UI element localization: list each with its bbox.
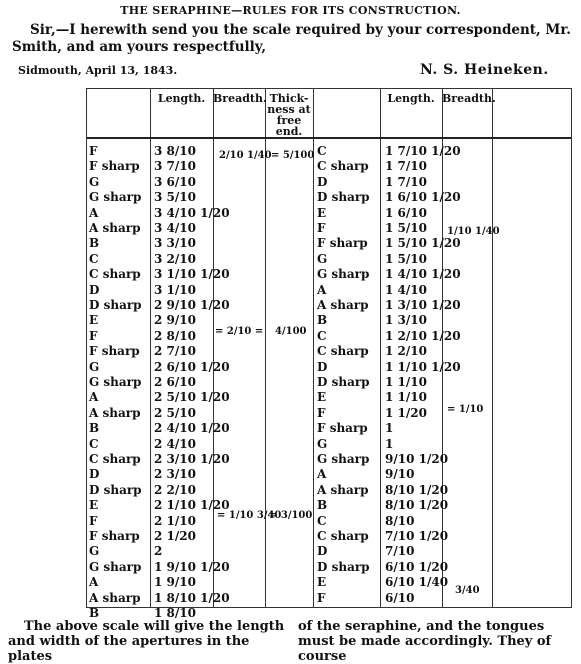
left-length-cell: 2 5/10 1/20 bbox=[154, 390, 230, 405]
right-length-cell: 1 4/10 1/20 bbox=[385, 267, 461, 282]
left-length-cell: 3 4/10 bbox=[154, 221, 196, 235]
right-note-cell: F sharp bbox=[317, 421, 368, 436]
right-note-cell: D sharp bbox=[317, 375, 370, 389]
left-note-cell: A sharp bbox=[89, 405, 141, 420]
right-note-cell: F bbox=[317, 405, 326, 420]
left-note-cell: B bbox=[89, 606, 100, 620]
table-row bbox=[87, 483, 571, 498]
right-note-cell: D bbox=[317, 359, 328, 374]
table-row bbox=[87, 406, 571, 421]
right-note-cell: F bbox=[317, 590, 326, 605]
left-note-cell: F bbox=[89, 144, 98, 158]
right-length-cell: 1 1/10 bbox=[385, 390, 427, 405]
right-note-cell: C sharp bbox=[317, 529, 369, 543]
table-row bbox=[87, 390, 571, 405]
right-note-cell: C bbox=[317, 328, 327, 343]
table-row bbox=[87, 175, 571, 190]
table-row bbox=[87, 529, 571, 544]
right-length-cell: 1 2/10 bbox=[385, 344, 427, 359]
right-length-cell: 7/10 1/20 bbox=[385, 529, 449, 543]
table-row bbox=[87, 421, 571, 436]
left-note-cell: G bbox=[89, 359, 100, 374]
left-length-cell: 3 2/10 bbox=[154, 251, 196, 266]
table-row bbox=[87, 298, 571, 313]
left-note-cell: E bbox=[89, 313, 99, 328]
footer-right-text: of the seraphine, and the tongues must be made accordingly. They of course bbox=[298, 619, 552, 664]
table-row bbox=[87, 344, 571, 359]
dateline: Sidmouth, April 13, 1843. bbox=[18, 64, 178, 77]
table-row bbox=[87, 467, 571, 482]
table-row bbox=[87, 144, 571, 159]
left-length-cell: 2 6/10 bbox=[154, 375, 196, 389]
table-row bbox=[87, 360, 571, 375]
right-note-cell: C sharp bbox=[317, 344, 369, 359]
right-length-cell: 1 bbox=[385, 436, 394, 451]
left-length-cell: 3 3/10 bbox=[154, 236, 196, 251]
left-note-cell: B bbox=[89, 421, 100, 436]
right-length-cell: 1 6/10 bbox=[385, 205, 427, 220]
right-note-cell: E bbox=[317, 205, 327, 220]
left-length-cell: 2 1/10 1/20 bbox=[154, 498, 230, 513]
left-length-cell: 2 3/10 bbox=[154, 467, 196, 482]
left-length-cell: 3 1/10 bbox=[154, 282, 196, 297]
right-note-cell: A bbox=[317, 467, 327, 482]
left-note-cell: A bbox=[89, 575, 99, 590]
left-note-cell: G sharp bbox=[89, 559, 142, 574]
right-breadth-group-2: = 1/10 bbox=[447, 404, 484, 415]
right-length-cell: 1 3/10 bbox=[385, 313, 427, 328]
table-row bbox=[87, 452, 571, 467]
table-row bbox=[87, 560, 571, 575]
table-row bbox=[87, 375, 571, 390]
right-length-cell: 7/10 bbox=[385, 544, 415, 559]
left-length-cell: 3 8/10 bbox=[154, 144, 196, 158]
right-length-cell: 9/10 1/20 bbox=[385, 452, 449, 466]
breadth-group-3: = 1/10 3/40 bbox=[217, 510, 282, 521]
right-length-cell: 1 1/20 bbox=[385, 405, 427, 420]
right-length-cell: 1 1/10 1/20 bbox=[385, 359, 461, 374]
letter-text: Sir,—I herewith send you the scale required by your correspondent, Mr. Smith, and am yours respectfully, bbox=[12, 22, 571, 55]
right-length-cell: 1 5/10 bbox=[385, 251, 427, 266]
right-note-cell: A sharp bbox=[317, 482, 369, 497]
thickness-group-3: = 3/100 bbox=[269, 510, 313, 521]
left-length-cell: 2 6/10 1/20 bbox=[154, 359, 230, 374]
left-note-cell: A sharp bbox=[89, 221, 141, 235]
right-note-cell: C bbox=[317, 144, 327, 158]
left-note-cell: F bbox=[89, 513, 98, 528]
header-length-2: Length. bbox=[387, 92, 435, 105]
right-length-cell: 6/10 1/20 bbox=[385, 559, 449, 574]
left-length-cell: 2 2/10 bbox=[154, 482, 196, 497]
right-note-cell: E bbox=[317, 575, 327, 590]
left-length-cell: 2 7/10 bbox=[154, 344, 196, 359]
header-thickness: Thick-ness at free end. bbox=[267, 92, 311, 138]
left-note-cell: G bbox=[89, 544, 100, 559]
left-note-cell: A sharp bbox=[89, 590, 141, 605]
right-length-cell: 1 4/10 bbox=[385, 282, 427, 297]
right-note-cell: C bbox=[317, 513, 327, 528]
left-note-cell: B bbox=[89, 236, 100, 251]
right-breadth-group-1: 1/10 1/40 bbox=[447, 226, 500, 237]
left-note-cell: D sharp bbox=[89, 298, 142, 312]
right-length-cell: 8/10 1/20 bbox=[385, 482, 449, 497]
left-length-cell: 3 6/10 bbox=[154, 174, 196, 189]
left-length-cell: 2 4/10 1/20 bbox=[154, 421, 230, 436]
right-note-cell: D sharp bbox=[317, 190, 370, 205]
left-note-cell: F sharp bbox=[89, 529, 140, 543]
table-row bbox=[87, 591, 571, 606]
right-note-cell: A sharp bbox=[317, 298, 369, 312]
table-row bbox=[87, 190, 571, 205]
right-length-cell: 1 7/10 bbox=[385, 174, 427, 189]
left-length-cell: 3 4/10 1/20 bbox=[154, 205, 230, 220]
right-note-cell: D sharp bbox=[317, 559, 370, 574]
table-row bbox=[87, 329, 571, 344]
left-note-cell: C bbox=[89, 251, 99, 266]
right-length-cell: 1 7/10 bbox=[385, 159, 427, 174]
table-row bbox=[87, 514, 571, 529]
left-length-cell: 3 7/10 bbox=[154, 159, 196, 174]
left-note-cell: F sharp bbox=[89, 344, 140, 359]
table-row bbox=[87, 437, 571, 452]
right-length-cell: 9/10 bbox=[385, 467, 415, 482]
left-note-cell: D bbox=[89, 282, 100, 297]
left-note-cell: E bbox=[89, 498, 99, 513]
right-note-cell: C sharp bbox=[317, 159, 369, 174]
footer-left-text: The above scale will give the length and width of the apertures in the plates bbox=[8, 619, 285, 664]
table-row bbox=[87, 544, 571, 559]
right-length-cell: 8/10 bbox=[385, 513, 415, 528]
header-breadth-2: Breadth. bbox=[442, 92, 496, 105]
right-note-cell: E bbox=[317, 390, 327, 405]
left-length-cell: 2 4/10 bbox=[154, 436, 196, 451]
breadth-group-2: = 2/10 = bbox=[215, 326, 264, 337]
left-length-cell: 1 8/10 bbox=[154, 606, 196, 620]
right-note-cell: G bbox=[317, 251, 328, 266]
right-note-cell: F sharp bbox=[317, 236, 368, 251]
right-note-cell: B bbox=[317, 498, 328, 513]
breadth-group-1: 2/10 1/40 bbox=[219, 150, 272, 161]
left-length-cell: 2 5/10 bbox=[154, 405, 196, 420]
left-length-cell: 2 bbox=[154, 544, 163, 559]
left-length-cell: 1 9/10 1/20 bbox=[154, 559, 230, 574]
left-note-cell: G sharp bbox=[89, 375, 142, 389]
left-note-cell: D bbox=[89, 467, 100, 482]
left-note-cell: C sharp bbox=[89, 267, 141, 282]
left-length-cell: 2 8/10 bbox=[154, 328, 196, 343]
table-row bbox=[87, 498, 571, 513]
right-length-cell: 1 5/10 1/20 bbox=[385, 236, 461, 251]
table-row bbox=[87, 159, 571, 174]
table-row bbox=[87, 575, 571, 590]
table-row bbox=[87, 283, 571, 298]
right-length-cell: 1 3/10 1/20 bbox=[385, 298, 461, 312]
right-breadth-group-3: 3/40 bbox=[455, 585, 480, 596]
left-length-cell: 3 5/10 bbox=[154, 190, 196, 205]
left-note-cell: G bbox=[89, 174, 100, 189]
right-length-cell: 1 bbox=[385, 421, 394, 436]
left-length-cell: 2 3/10 1/20 bbox=[154, 452, 230, 466]
left-length-cell: 2 1/10 bbox=[154, 513, 196, 528]
right-length-cell: 1 5/10 bbox=[385, 221, 427, 235]
left-length-cell: 2 9/10 bbox=[154, 313, 196, 328]
header-breadth: Breadth. bbox=[213, 92, 267, 105]
right-note-cell: D bbox=[317, 174, 328, 189]
right-length-cell: 1 2/10 1/20 bbox=[385, 328, 461, 343]
right-note-cell: B bbox=[317, 313, 328, 328]
table-row bbox=[87, 252, 571, 267]
right-length-cell: 6/10 1/40 bbox=[385, 575, 449, 590]
table-row bbox=[87, 267, 571, 282]
right-note-cell: D bbox=[317, 544, 328, 559]
right-note-cell: G sharp bbox=[317, 452, 370, 466]
thickness-group-2: 4/100 bbox=[275, 326, 307, 337]
left-length-cell: 2 9/10 1/20 bbox=[154, 298, 230, 312]
left-length-cell: 1 9/10 bbox=[154, 575, 196, 590]
right-length-cell: 1 7/10 1/20 bbox=[385, 144, 461, 158]
table-row bbox=[87, 206, 571, 221]
right-length-cell: 8/10 1/20 bbox=[385, 498, 449, 513]
left-note-cell: F bbox=[89, 328, 98, 343]
left-note-cell: A bbox=[89, 205, 99, 220]
left-length-cell: 2 1/20 bbox=[154, 529, 196, 543]
left-note-cell: G sharp bbox=[89, 190, 142, 205]
left-length-cell: 1 8/10 1/20 bbox=[154, 590, 230, 605]
left-note-cell: A bbox=[89, 390, 99, 405]
right-note-cell: A bbox=[317, 282, 327, 297]
left-note-cell: F sharp bbox=[89, 159, 140, 174]
left-length-cell: 3 1/10 1/20 bbox=[154, 267, 230, 282]
right-length-cell: 6/10 bbox=[385, 590, 415, 605]
right-note-cell: F bbox=[317, 221, 326, 235]
article-heading: THE SERAPHINE—RULES FOR ITS CONSTRUCTION. bbox=[120, 4, 461, 17]
signature: N. S. Heineken. bbox=[420, 62, 549, 78]
right-length-cell: 1 6/10 1/20 bbox=[385, 190, 461, 205]
right-note-cell: G sharp bbox=[317, 267, 370, 282]
left-note-cell: D sharp bbox=[89, 482, 142, 497]
header-length: Length. bbox=[157, 92, 206, 105]
table-row bbox=[87, 236, 571, 251]
left-note-cell: C sharp bbox=[89, 452, 141, 466]
thickness-group-1: = 5/100 bbox=[271, 150, 315, 161]
right-length-cell: 1 1/10 bbox=[385, 375, 427, 389]
scale-table bbox=[86, 88, 572, 620]
table-row bbox=[87, 313, 571, 328]
left-note-cell: C bbox=[89, 436, 99, 451]
right-note-cell: G bbox=[317, 436, 328, 451]
